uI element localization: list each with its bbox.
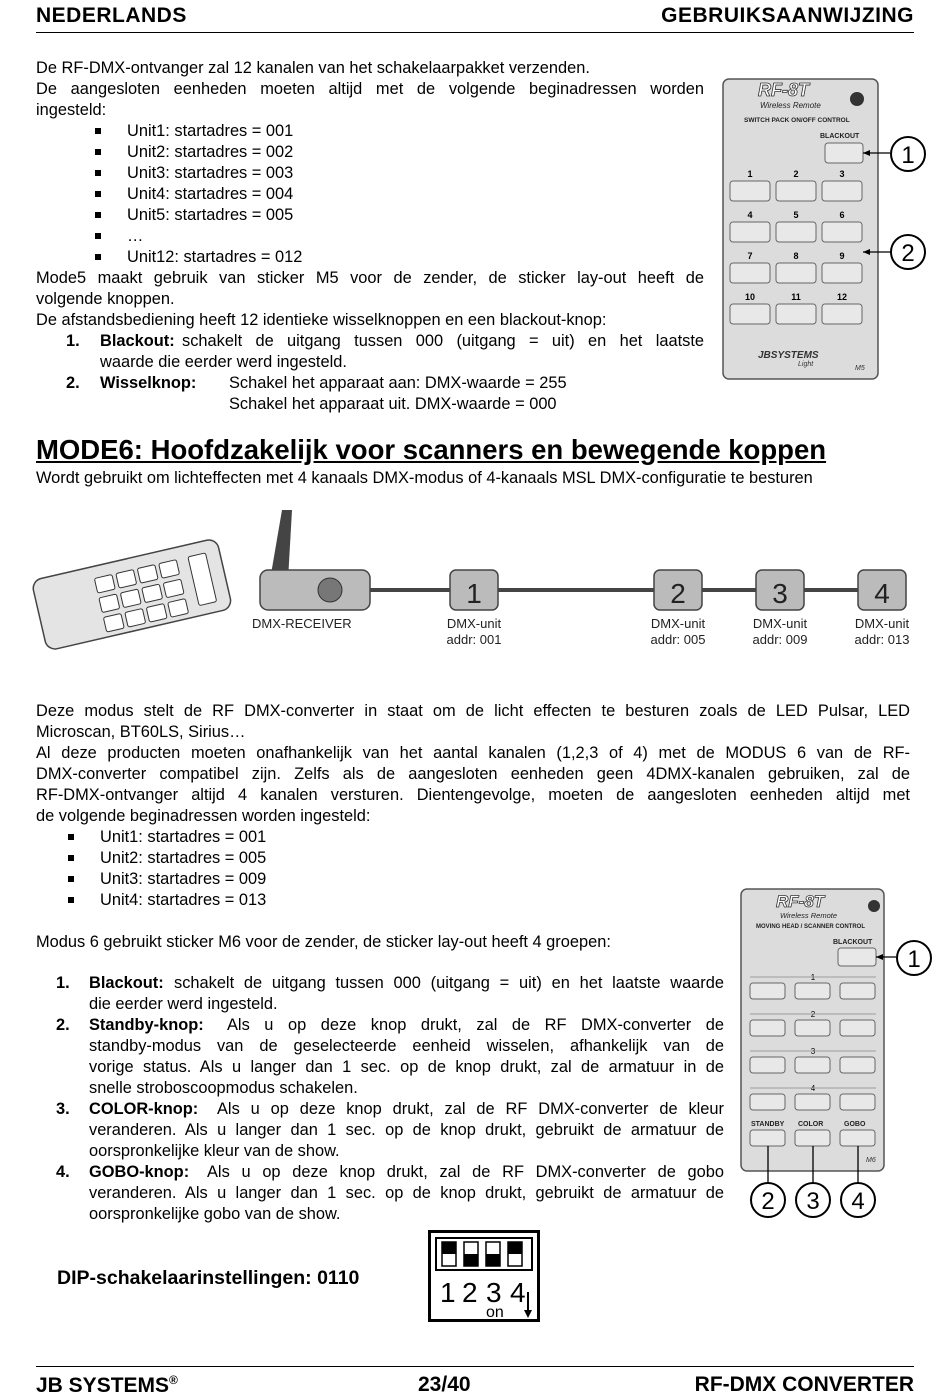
remote-button xyxy=(750,1057,785,1073)
item-label: Blackout: xyxy=(89,974,164,992)
button-number: 2 xyxy=(793,169,799,179)
mode6-subtitle: Wordt gebruikt om lichteffecten met 4 kanaals DMX-modus of 4-kanaals MSL DMX-configuratie te besturen xyxy=(36,469,813,487)
mode6-p2c: RF-DMX-ontvanger altijd 4 kanalen versturen. Dientengevolge, moeten de aangesloten eenheden altijd met xyxy=(36,786,910,804)
color-label: COLOR xyxy=(798,1121,824,1128)
item-text: Schakel het apparaat uit. DMX-waarde = 000 xyxy=(229,395,557,413)
button-number: 4 xyxy=(747,210,753,220)
item-number: 3. xyxy=(56,1100,70,1118)
remote-m5-illustration xyxy=(718,76,936,384)
remote-caption: SWITCH PACK ON/OFF CONTROL xyxy=(744,117,850,124)
unit-label: DMX-unit xyxy=(650,616,706,631)
remote-button xyxy=(776,222,816,242)
page-header xyxy=(36,2,914,33)
mode5-p3a: Mode5 maakt gebruik van sticker M5 voor de zender, de sticker lay-out heeft de xyxy=(36,269,704,287)
button-number: 11 xyxy=(791,292,801,302)
remote-subtitle: Wireless Remote xyxy=(760,101,821,110)
row-number: 3 xyxy=(810,1047,816,1056)
item-text: waarde die eerder werd ingesteld. xyxy=(100,353,347,371)
remote-button xyxy=(840,1020,875,1036)
blackout-button xyxy=(825,143,863,163)
item-text: oorspronkelijke kleur van de show. xyxy=(89,1142,340,1160)
mode6-p2a: Al deze producten moeten onafhankelijk van het aantal kanalen (1,2,3 of 4) met de MODUS 6 van de RF- xyxy=(36,744,910,762)
remote-button xyxy=(795,983,830,999)
mode5-p1: De RF-DMX-ontvanger zal 12 kanalen van het schakelaarpakket verzenden. xyxy=(36,59,590,77)
remote-button xyxy=(730,222,770,242)
remote-button xyxy=(840,1057,875,1073)
row-number: 1 xyxy=(810,973,816,982)
remote-button xyxy=(776,304,816,324)
gobo-label: GOBO xyxy=(844,1121,866,1128)
unit-label: DMX-unit xyxy=(446,616,502,631)
item-number: 4. xyxy=(56,1163,70,1181)
remote-m6-illustration xyxy=(738,886,938,1226)
unit-address: addr: 009 xyxy=(752,632,808,647)
list-item: Unit5: startadres = 005 xyxy=(127,206,294,224)
unit-address: addr: 005 xyxy=(650,632,706,647)
row-number: 2 xyxy=(810,1010,816,1019)
remote-button xyxy=(776,263,816,283)
list-item: Unit3: startadres = 003 xyxy=(127,164,294,182)
callout-number: 4 xyxy=(851,1188,865,1215)
item-text: oorspronkelijke gobo van de show. xyxy=(89,1205,341,1223)
mode5-p2a: De aangesloten eenheden moeten altijd met de volgende beginadressen worden xyxy=(36,80,704,98)
remote-button xyxy=(795,1057,830,1073)
mode6-p1a: Deze modus stelt de RF DMX-converter in staat om de licht effecten te besturen zoals de LED Pulsar, LED xyxy=(36,702,910,720)
item-text: Als u op deze knop drukt, zal de RF DMX-converter de gobo xyxy=(207,1163,724,1181)
button-number: 6 xyxy=(839,210,845,220)
mode6-p2b: DMX-converter compatibel zijn. Zelfs als de aangesloten eenheden geen 4DMX-kanalen gebruiken, zal de xyxy=(36,765,910,783)
remote-button xyxy=(730,304,770,324)
standby-label: STANDBY xyxy=(751,1121,785,1128)
remote-button xyxy=(822,181,862,201)
mode5-p4: De afstandsbediening heeft 12 identieke wisselknoppen en een blackout-knop: xyxy=(36,311,607,329)
remote-button xyxy=(822,263,862,283)
dip-on-label: on xyxy=(486,1304,504,1321)
unit-number: 4 xyxy=(874,578,890,609)
header-language: NEDERLANDS xyxy=(36,4,187,27)
page-number: 23/40 xyxy=(418,1373,471,1396)
mode6-title: MODE6: Hoofdzakelijk voor scanners en bewegende koppen xyxy=(36,434,827,465)
unit-number: 2 xyxy=(670,578,686,609)
button-number: 12 xyxy=(836,292,848,302)
dip-switch-illustration xyxy=(428,1230,540,1322)
list-item: … xyxy=(127,227,144,245)
remote-button xyxy=(730,263,770,283)
remote-subtitle: Wireless Remote xyxy=(780,911,838,920)
button-number: 3 xyxy=(839,169,845,179)
item-text: veranderen. Als u langer dan 1 sec. op de knop drukt, gebruikt de armatuur de xyxy=(89,1121,724,1139)
mode5-p2b: ingesteld: xyxy=(36,101,107,119)
item-label: COLOR-knop: xyxy=(89,1100,199,1118)
item-text: Als u op deze knop drukt, zal de RF DMX-converter de xyxy=(227,1016,724,1034)
led-icon xyxy=(850,92,864,106)
item-label: Standby-knop: xyxy=(89,1016,204,1034)
unit-address: addr: 013 xyxy=(854,632,910,647)
dmx-diagram xyxy=(30,500,920,690)
remote-caption: MOVING HEAD / SCANNER CONTROL xyxy=(756,924,866,930)
unit-number: 1 xyxy=(466,578,482,609)
callout-number: 1 xyxy=(907,946,921,973)
item-text: die eerder werd ingesteld. xyxy=(89,995,278,1013)
list-item: Unit2: startadres = 002 xyxy=(127,143,294,161)
item-text: vorige status. Als u langer dan 1 sec. op de knop drukt, zal de armatuur in de xyxy=(89,1058,724,1076)
item-label: GOBO-knop: xyxy=(89,1163,190,1181)
model-label: M6 xyxy=(866,1157,876,1164)
list-item: Unit4: startadres = 004 xyxy=(127,185,294,203)
blackout-label: BLACKOUT xyxy=(833,939,873,946)
item-text: veranderen. Als u langer dan 1 sec. op de knop drukt, gebruikt de armatuur de xyxy=(89,1184,724,1202)
led-icon xyxy=(868,900,880,912)
item-number: 2. xyxy=(66,374,80,392)
list-item: Unit1: startadres = 001 xyxy=(127,122,294,140)
remote-button xyxy=(795,1020,830,1036)
dip-digit: 3 xyxy=(486,1277,502,1308)
mode6-p1b: Microscan, BT60LS, Sirius… xyxy=(36,723,246,741)
remote-title: RF-8T xyxy=(758,80,809,100)
dip-digit: 2 xyxy=(462,1277,478,1308)
row-number: 4 xyxy=(810,1084,816,1093)
item-number: 2. xyxy=(56,1016,70,1034)
brand-logo: JBSYSTEMS xyxy=(758,350,819,361)
unit-address: addr: 001 xyxy=(446,632,502,647)
remote-button xyxy=(730,181,770,201)
page-footer xyxy=(36,1366,914,1397)
button-number: 9 xyxy=(839,251,845,261)
list-item: Unit1: startadres = 001 xyxy=(100,828,267,846)
brand-sub: Light xyxy=(798,361,814,368)
remote-button xyxy=(822,222,862,242)
remote-button xyxy=(840,1094,875,1110)
item-text: Schakel het apparaat aan: DMX-waarde = 255 xyxy=(229,374,567,392)
remote-button xyxy=(750,983,785,999)
callout-number: 2 xyxy=(901,240,915,267)
button-number: 1 xyxy=(747,169,753,179)
item-text: standby-modus van de geselecteerde eenheid wisselen, afhankelijk van de xyxy=(89,1037,724,1055)
transmitter-icon xyxy=(31,538,232,651)
item-text: schakelt de uitgang tussen 000 (uitgang = uit) en het laatste waarde xyxy=(174,974,724,992)
item-label: Wisselknop: xyxy=(100,374,197,392)
mode5-p3b: volgende knoppen. xyxy=(36,290,175,308)
mode6-p3: Modus 6 gebruikt sticker M6 voor de zender, de sticker lay-out heeft 4 groepen: xyxy=(36,933,611,951)
callout-number: 2 xyxy=(761,1188,775,1215)
unit-number: 3 xyxy=(772,578,788,609)
blackout-button xyxy=(838,948,876,966)
remote-button xyxy=(776,181,816,201)
blackout-label: BLACKOUT xyxy=(820,133,860,140)
callout-number: 3 xyxy=(806,1188,820,1215)
remote-button xyxy=(822,304,862,324)
footer-brand: JB SYSTEMS® xyxy=(36,1373,178,1397)
model-label: M5 xyxy=(855,365,865,372)
callout-number: 1 xyxy=(901,142,915,169)
item-text: Als u op deze knop drukt, zal de RF DMX-converter de kleur xyxy=(217,1100,724,1118)
item-number: 1. xyxy=(56,974,70,992)
item-text: snelle stroboscoopmodus schakelen. xyxy=(89,1079,358,1097)
dip-settings-label: DIP-schakelaarinstellingen: 0110 xyxy=(57,1267,360,1289)
remote-button xyxy=(795,1094,830,1110)
button-number: 7 xyxy=(747,251,753,261)
list-item: Unit3: startadres = 009 xyxy=(100,870,267,888)
item-number: 1. xyxy=(66,332,80,350)
footer-product: RF-DMX CONVERTER xyxy=(694,1373,914,1396)
remote-button xyxy=(750,1020,785,1036)
unit-label: DMX-unit xyxy=(854,616,910,631)
dip-digit: 1 xyxy=(440,1277,456,1308)
list-item: Unit12: startadres = 012 xyxy=(127,248,303,266)
button-number: 10 xyxy=(744,292,756,302)
item-text: schakelt de uitgang tussen 000 (uitgang = uit) en het laatste xyxy=(182,332,704,350)
remote-title: RF-8T xyxy=(776,892,825,911)
remote-button xyxy=(840,983,875,999)
button-number: 8 xyxy=(793,251,799,261)
list-item: Unit2: startadres = 005 xyxy=(100,849,267,867)
button-number: 5 xyxy=(793,210,799,220)
receiver-icon xyxy=(260,570,370,610)
receiver-label: DMX-RECEIVER xyxy=(252,616,352,631)
header-title: GEBRUIKSAANWIJZING xyxy=(661,4,914,27)
dip-digit: 4 xyxy=(510,1277,526,1308)
item-label: Blackout: xyxy=(100,332,175,350)
list-item: Unit4: startadres = 013 xyxy=(100,891,267,909)
unit-label: DMX-unit xyxy=(752,616,808,631)
mode6-p2d: de volgende beginadressen worden ingesteld: xyxy=(36,807,371,825)
remote-button xyxy=(750,1094,785,1110)
